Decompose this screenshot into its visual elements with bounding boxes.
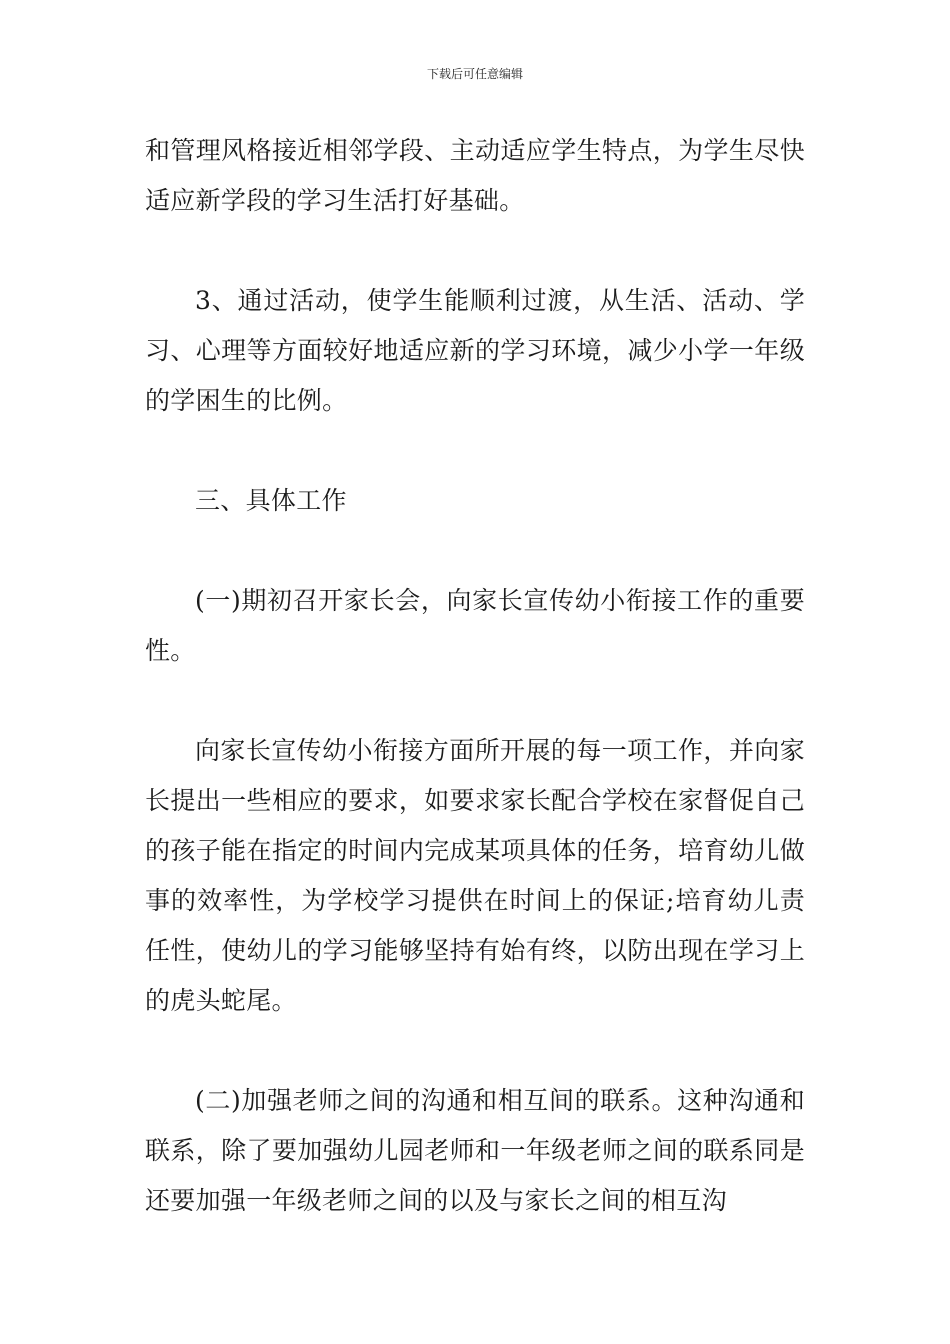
subsection-heading-1: (一)期初召开家长会，向家长宣传幼小衔接工作的重要性。	[145, 586, 805, 665]
page-header: 下载后可任意编辑	[426, 67, 523, 81]
paragraph-goal-3: 3、通过活动，使学生能顺利过渡，从生活、活动、学习、心理等方面较好地适应新的学习环境，减少小学一年级的学困生的比例。	[145, 286, 805, 415]
paragraph-parents: 向家长宣传幼小衔接方面所开展的每一项工作，并向家长提出一些相应的要求，如要求家长配合学校在家督促自己的孩子能在指定的时间内完成某项具体的任务，培育幼儿做事的效率性，为学校学习提供在时间上的保证;培育幼儿责任性，使幼儿的学习能够坚持有始有终，以防出现在学习上的虎头蛇尾。	[145, 736, 805, 1015]
paragraph-continuation: 和管理风格接近相邻学段、主动适应学生特点，为学生尽快适应新学段的学习生活打好基础。	[145, 136, 805, 215]
document-body	[145, 126, 805, 1276]
subsection-heading-2: (二)加强老师之间的沟通和相互间的联系。这种沟通和联系，除了要加强幼儿园老师和一年级老师之间的联系同是还要加强一年级老师之间的以及与家长之间的相互沟	[145, 1086, 805, 1215]
section-heading: 三、具体工作	[195, 486, 347, 515]
